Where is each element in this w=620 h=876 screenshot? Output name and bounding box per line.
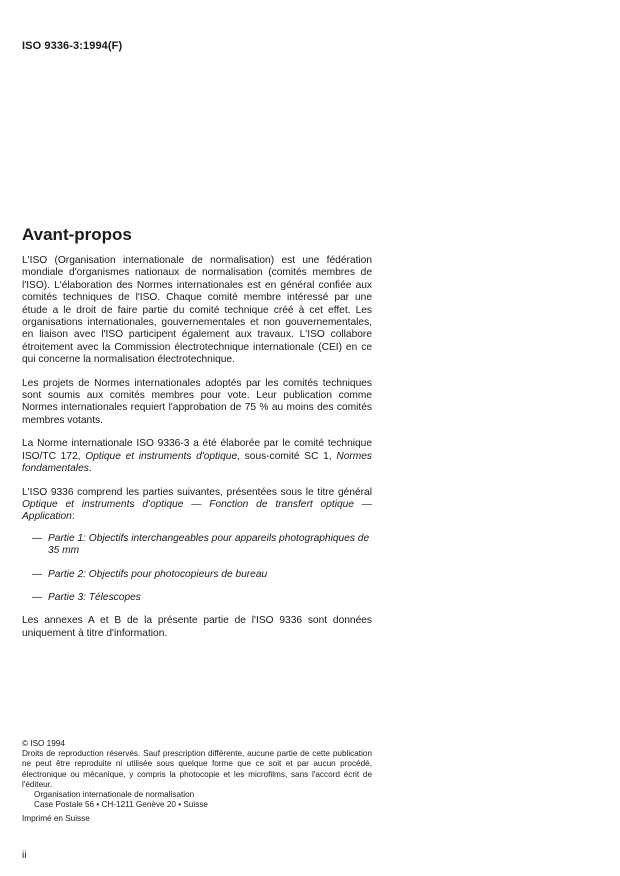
dash-bullet: —: [32, 568, 43, 580]
committee-text-mid: , sous-comité SC 1,: [237, 450, 337, 462]
parts-intro-lead: L'ISO 9336 comprend les parties suivantes, présentées sous le titre général: [22, 486, 372, 498]
page-number: ii: [22, 850, 27, 861]
list-item-part-3: [22, 592, 372, 604]
paragraph-committee: [22, 438, 372, 475]
paragraph-annexes: Les annexes A et B de la présente partie de l'ISO 9336 sont données uniquement à titre d'information.: [22, 615, 372, 639]
section-title: Avant-propos: [22, 225, 132, 244]
rights-notice: Droits de reproduction réservés. Sauf prescription différente, aucune partie de cette publication ne peut être reproduite ni utilisée sous quelque forme que ce soit et par aucun procédé, électronique ou mécanique, y compris la photocopie et les microfilms, sans l'accord écrit de l'éditeur.: [22, 749, 372, 789]
part-3-title: Partie 3: Télescopes: [48, 591, 141, 603]
committee-text-end: .: [88, 463, 92, 475]
subcommittee-title: Normes fondamentales: [22, 450, 373, 475]
dash-bullet: —: [32, 532, 43, 544]
dash-bullet: —: [32, 591, 43, 603]
paragraph-parts-intro: [22, 487, 372, 524]
paragraph-voting: Les projets de Normes internationales adoptés par les comités techniques sont soumis aux comités membres pour vote. Leur publication comme Normes internationales requiert l'approbation de 75 % au moins des comités membres votants.: [22, 377, 372, 426]
publisher-address: Case Postale 56 • CH-1211 Genève 20 • Suisse: [34, 800, 208, 810]
paragraph-iso-description: L'ISO (Organisation internationale de normalisation) est une fédération mondiale d'organismes nationaux de normalisation (comités membres de l'ISO). L'élaboration des Normes internationales est en général confiée aux comités techniques de l'ISO. Chaque comité membre intéressé par une étude a le droit de faire partie du comité technique créé à cet effet. Les organisations internationales, gouvernementales et non gouvernementales, en liaison avec l'ISO participent également aux travaux. L'ISO collabore étroitement avec la Commission électrotechnique internationale (CEI) en ce qui concerne la normalisation électrotechnique.: [22, 255, 372, 366]
list-item-part-2: [22, 569, 372, 581]
copyright-line: © ISO 1994: [22, 739, 65, 748]
committee-text-lead: La Norme internationale ISO 9336-3 a été élaborée par le comité technique ISO/TC 172,: [22, 438, 372, 462]
parts-intro-end: :: [71, 511, 75, 523]
printed-in: Imprimé en Suisse: [22, 814, 90, 824]
publisher-name: Organisation internationale de normalisation: [34, 790, 195, 800]
part-1-title: Partie 1: Objectifs interchangeables pour appareils photographiques de 35 mm: [48, 532, 370, 557]
list-item-part-1: [22, 533, 372, 558]
part-2-title: Partie 2: Objectifs pour photocopieurs de bureau: [48, 568, 268, 580]
general-title: Optique et instruments d'optique — Fonction de transfert optique — Application: [22, 498, 372, 523]
copyright-block: [22, 739, 372, 825]
foreword-body: [22, 255, 372, 651]
committee-title: Optique et instruments d'optique: [85, 450, 238, 462]
parts-list: [22, 533, 372, 605]
document-identifier: ISO 9336-3:1994(F): [22, 40, 123, 52]
